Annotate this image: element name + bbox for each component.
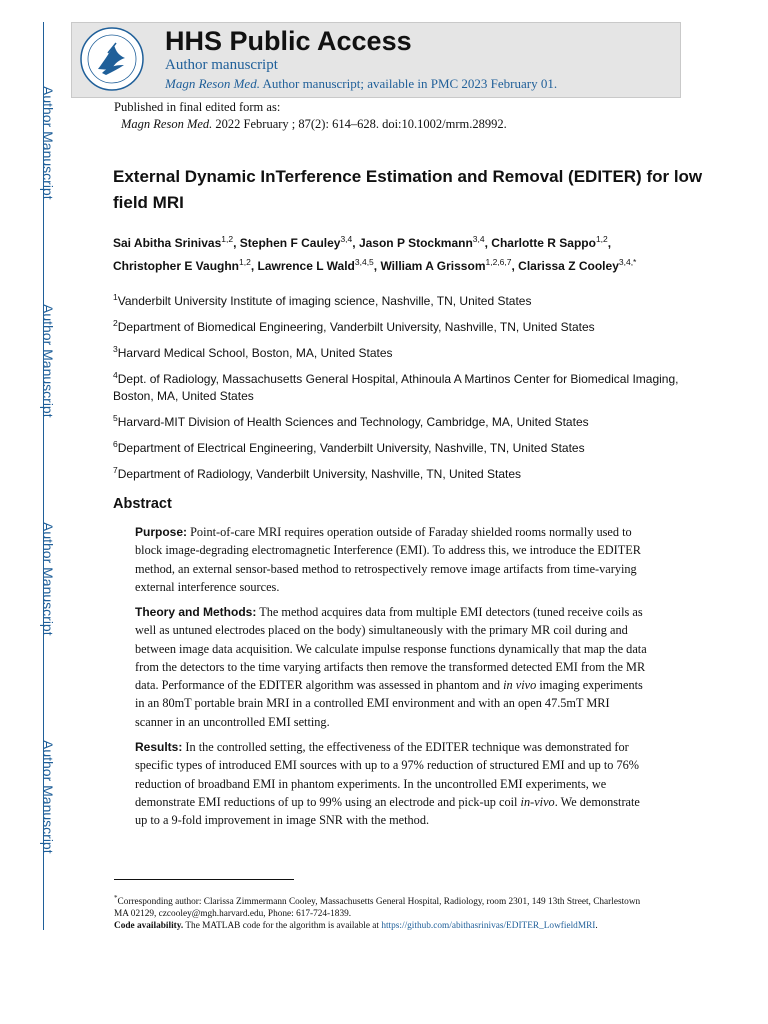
banner-journal-name: Magn Reson Med. [165,76,260,91]
author-separator: , [484,236,492,250]
author-affil-sup: 3,4,5 [354,257,374,267]
abstract-results-label: Results: [135,740,183,754]
banner-journal-line [165,76,557,92]
affiliation-number: 2 [113,318,118,328]
affiliation-number: 4 [113,370,118,380]
published-journal: Magn Reson Med. [121,117,213,131]
banner-title: HHS Public Access [165,26,412,56]
author-separator: , [250,259,258,273]
author-name: Jason P Stockmann [358,236,473,250]
abstract-purpose-text: Point-of-care MRI requires operation outside of Faraday shielded rooms normally used to block image-degrading electromagnetic Interference (EMI). To address this, we introduce the EDITER method, an external sensor-based method to retrospectively remove image artifacts from time-varying external interference sources. [135,525,641,594]
author-separator: , [352,236,359,250]
author-affil-sup: 1,2 [595,234,608,244]
published-label: Published in final edited form as: [114,100,281,114]
author-name: Clarissa Z Cooley [518,259,619,273]
affiliation-number: 3 [113,344,118,354]
affiliation-number: 1 [113,292,118,302]
side-label-author-manuscript: Author Manuscript [40,86,56,200]
affiliation-text: Harvard Medical School, Boston, MA, United States [117,346,393,360]
affiliation-number: 5 [113,413,118,423]
abstract-methods-text-end: imaging experiments in an 80mT portable brain MRI in a controlled EMI environment and with an open 47.5mT MRI scanner in an uncontrolled EMI setting. [135,678,643,729]
affiliation-text: Department of Radiology, Vanderbilt University, Nashville, TN, United States [117,467,522,481]
author-affil-sup: 1,2 [221,234,234,244]
side-label-author-manuscript: Author Manuscript [40,304,56,418]
author-list [113,230,673,276]
affiliation [113,462,683,483]
abstract-methods [135,603,650,731]
affiliation-number: 6 [113,439,118,449]
abstract-results-text: In the controlled setting, the effectiveness of the EDITER technique was demonstrated for specific types of introduced EMI sources with up to a 97% reduction of structured EMI and up to 76% reduction of broadband EMI in phantom experiments. In the uncontrolled EMI experiments, we demonstrate EMI reductions of up to 99% using an electrode and pick-up coil [135,740,640,809]
abstract-methods-label: Theory and Methods: [135,605,257,619]
author-separator: , [607,236,612,250]
affiliation [113,410,683,431]
abstract-purpose-label: Purpose: [135,525,188,539]
abstract-methods-italic: in vivo [503,678,537,693]
affiliation-text: Department of Biomedical Engineering, Vanderbilt University, Nashville, TN, United States [117,320,595,334]
github-link[interactable]: https://github.com/abithasrinivas/EDITER_LowfieldMRI [381,921,596,931]
corresponding-author-footnote [114,892,654,920]
footnote-marker: * [114,894,118,902]
affiliation-text: Department of Electrical Engineering, Vanderbilt University, Nashville, TN, United States [117,441,585,455]
abstract-heading: Abstract [113,496,172,512]
hhs-eagle-seal-icon [78,25,146,93]
published-citation [121,117,507,132]
code-availability [114,920,674,932]
affiliation-number: 7 [113,465,118,475]
banner-subtitle: Author manuscript [165,57,278,73]
abstract-results [135,738,650,829]
affiliation-text: Dept. of Radiology, Massachusetts General Hospital, Athinoula A Martinos Center for Biomedical Imaging, Boston, MA, United States [113,372,679,403]
author-separator: , [511,259,519,273]
author-name: Charlotte R Sappo [491,236,596,250]
abstract-results-italic: in-vivo [520,794,555,809]
affiliation [113,289,683,310]
abstract-purpose [135,523,650,596]
side-label-author-manuscript: Author Manuscript [40,740,56,854]
affiliation [113,341,683,362]
author-affil-sup: 1,2,6,7 [485,257,512,267]
corresponding-author-text: Corresponding author: Clarissa Zimmermann Cooley, Massachusetts General Hospital, Radiology, room 2301, 149 13th Street, Charlestown MA 02129, czcooley@mgh.harvard.edu, Phone: 617-724-1839. [114,897,641,920]
author-name: William A Grissom [380,259,486,273]
side-label-author-manuscript: Author Manuscript [40,522,56,636]
published-citation-text: 2022 February ; 87(2): 614–628. doi:10.1002/mrm.28992. [212,117,507,131]
abstract-results-text-end: . We demonstrate up to a 9-fold improvement in image SNR with the method. [135,794,640,828]
affiliation-text: Vanderbilt University Institute of imaging science, Nashville, TN, United States [117,294,532,308]
affiliation-text: Harvard-MIT Division of Health Sciences and Technology, Cambridge, MA, United States [117,415,589,429]
author-name: Christopher E Vaughn [113,259,240,273]
author-name: Sai Abitha Srinivas [113,236,222,250]
affiliation [113,367,683,405]
footnote-divider [114,879,294,880]
abstract-methods-text: The method acquires data from multiple EMI detectors (tuned receive coils as well as untuned electrodes placed on the body) simultaneously with the primary MR coil during and between image data acquisition. We calculate impulse response functions dynamically that map the data from the detectors to the time varying artifacts then remove the transformed detected EMI from the MR data. Performance of the EDITER algorithm was assessed in phantom and [135,605,647,693]
author-affil-sup: 1,2 [239,257,251,267]
banner-availability: Author manuscript; available in PMC 2023 February 01. [259,76,558,91]
author-affil-sup: 3,4 [472,234,485,244]
author-name: Stephen F Cauley [239,236,341,250]
code-availability-text: The MATLAB code for the algorithm is available at [183,921,382,931]
author-affil-sup: 3,4,* [618,257,637,267]
code-availability-end: . [595,921,598,931]
paper-title: External Dynamic InTerference Estimation and Removal (EDITER) for low field MRI [113,167,703,212]
author-name: Lawrence L Wald [257,259,355,273]
affiliation [113,436,683,457]
author-affil-sup: 3,4 [340,234,353,244]
code-availability-label: Code availability. [114,921,184,931]
affiliation [113,315,683,336]
author-separator: , [373,259,381,273]
author-separator: , [233,236,240,250]
